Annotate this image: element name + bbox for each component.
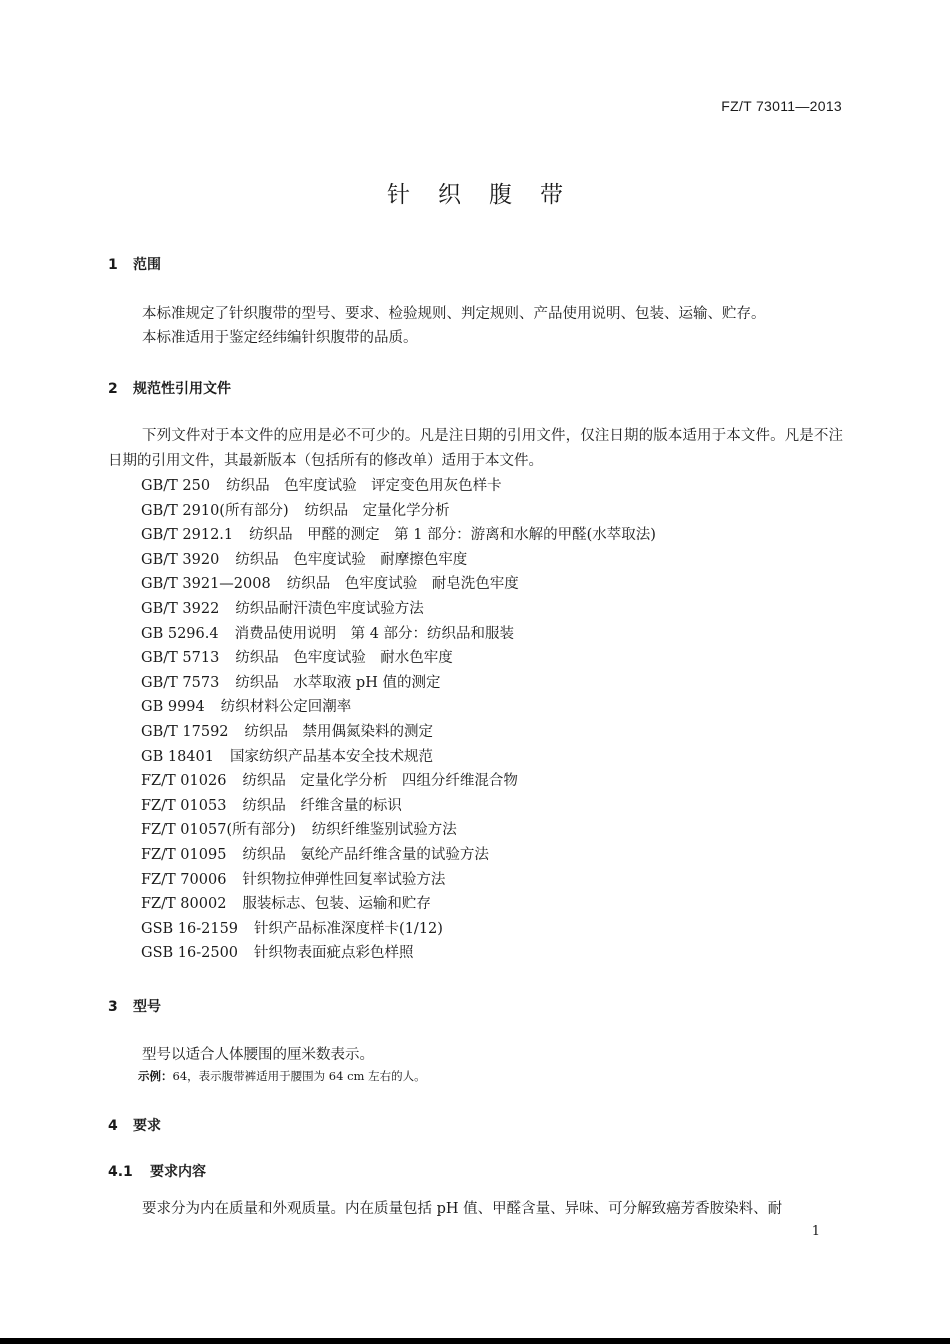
- reference-item: [141, 892, 656, 917]
- reference-title: 针织物表面疵点彩色样照: [254, 945, 414, 962]
- reference-title: 纺织品 禁用偶氮染料的测定: [244, 723, 434, 740]
- reference-code: GB/T 3920: [141, 551, 220, 568]
- reference-code: GB 9994: [141, 699, 205, 716]
- reference-title: 纺织品耐汗渍色牢度试验方法: [235, 600, 424, 617]
- reference-code: GSB 16-2500: [141, 945, 239, 962]
- section-number: 2: [108, 381, 118, 397]
- reference-title: 纺织纤维鉴别试验方法: [311, 822, 457, 839]
- standard-number: FZ/T 73011—2013: [721, 98, 842, 114]
- reference-title: 纺织品 色牢度试验 耐水色牢度: [235, 650, 453, 667]
- section-number: 1: [108, 257, 118, 273]
- reference-title: 纺织品 纤维含量的标识: [242, 797, 402, 814]
- section-number: 4.1: [108, 1164, 133, 1180]
- reference-item: [141, 597, 656, 622]
- reference-code: FZ/T 01095: [141, 846, 227, 863]
- reference-item: [141, 671, 656, 696]
- section-number: 4: [108, 1118, 118, 1134]
- section-title: 要求内容: [150, 1164, 206, 1180]
- reference-item: [141, 818, 656, 843]
- reference-title: 纺织品 水萃取液 pH 值的测定: [235, 674, 441, 691]
- reference-code: GB/T 250: [141, 478, 211, 494]
- reference-code: GB/T 5713: [141, 650, 220, 667]
- section-4-1-heading: [108, 1161, 206, 1181]
- reference-code: GB/T 2912.1: [141, 527, 234, 544]
- section-3-heading: [108, 996, 161, 1016]
- reference-title: 纺织品 色牢度试验 耐摩擦色牢度: [235, 551, 468, 568]
- reference-item: [141, 695, 656, 720]
- reference-code: GSB 16-2159: [141, 920, 239, 937]
- model-example: [138, 1068, 426, 1084]
- section-title: 型号: [133, 999, 161, 1015]
- reference-code: GB/T 7573: [141, 674, 220, 691]
- reference-title: 服装标志、包装、运输和贮存: [242, 896, 431, 913]
- reference-item: [141, 941, 656, 966]
- reference-code: FZ/T 01026: [141, 773, 227, 790]
- reference-title: 针织产品标准深度样卡(1/12): [254, 920, 443, 937]
- reference-code: GB 5296.4: [141, 625, 219, 642]
- references-intro-paragraph: 下列文件对于本文件的应用是必不可少的。凡是注日期的引用文件，仅注日期的版本适用于本文件。凡是不注日期的引用文件，其最新版本（包括所有的修改单）适用于本文件。: [108, 428, 843, 469]
- reference-title: 针织物拉伸弹性回复率试验方法: [242, 871, 446, 888]
- reference-code: GB/T 3921—2008: [141, 576, 271, 593]
- reference-code: FZ/T 01053: [141, 797, 227, 814]
- document-title: 针织腹带: [387, 182, 591, 208]
- reference-item: [141, 769, 656, 794]
- reference-item: [141, 868, 656, 893]
- reference-title: 消费品使用说明 第 4 部分：纺织品和服装: [234, 625, 515, 642]
- section-number: 3: [108, 999, 118, 1015]
- reference-item: [141, 572, 656, 597]
- reference-item: [141, 622, 656, 647]
- reference-item: [141, 523, 656, 548]
- reference-title: 纺织品 氨纶产品纤维含量的试验方法: [242, 846, 489, 863]
- reference-item: [141, 745, 656, 770]
- reference-title: 纺织品 定量化学分析: [304, 502, 450, 519]
- scope-paragraph-2: 本标准适用于鉴定经纬编针织腹带的品质。: [142, 330, 418, 346]
- reference-code: GB/T 2910(所有部分): [141, 502, 289, 519]
- reference-title: 纺织品 甲醛的测定 第 1 部分：游离和水解的甲醛(水萃取法): [249, 527, 656, 544]
- page-number: 1: [811, 1224, 820, 1239]
- reference-code: GB 18401: [141, 748, 214, 765]
- section-2-heading: [108, 378, 231, 398]
- reference-title: 纺织品 色牢度试验 评定变色用灰色样卡: [226, 478, 502, 494]
- section-title: 要求: [133, 1118, 161, 1134]
- section-title: 规范性引用文件: [133, 381, 231, 397]
- reference-item: [141, 794, 656, 819]
- section-4-heading: [108, 1115, 161, 1135]
- reference-item: [141, 499, 656, 524]
- reference-item: [141, 474, 656, 499]
- reference-code: FZ/T 70006: [141, 871, 227, 888]
- reference-code: FZ/T 01057(所有部分): [141, 822, 296, 839]
- scope-paragraph-1: 本标准规定了针织腹带的型号、要求、检验规则、判定规则、产品使用说明、包装、运输、贮存。: [142, 306, 766, 322]
- reference-title: 国家纺织产品基本安全技术规范: [229, 748, 433, 765]
- reference-title: 纺织材料公定回潮率: [220, 699, 352, 716]
- reference-item: [141, 548, 656, 573]
- model-paragraph: 型号以适合人体腰围的厘米数表示。: [142, 1047, 374, 1063]
- requirements-paragraph: 要求分为内在质量和外观质量。内在质量包括 pH 值、甲醛含量、异味、可分解致癌芳香胺染料、耐: [142, 1201, 783, 1217]
- reference-code: GB/T 17592: [141, 723, 229, 740]
- reference-item: [141, 843, 656, 868]
- references-list: [141, 474, 656, 966]
- reference-title: 纺织品 色牢度试验 耐皂洗色牢度: [286, 576, 519, 593]
- example-text: 64，表示腹带裤适用于腰围为 64 cm 左右的人。: [172, 1069, 426, 1083]
- reference-item: [141, 720, 656, 745]
- reference-item: [141, 917, 656, 942]
- reference-code: FZ/T 80002: [141, 896, 227, 913]
- bottom-edge-bar: [0, 1338, 950, 1344]
- reference-code: GB/T 3922: [141, 600, 220, 617]
- section-title: 范围: [133, 257, 161, 273]
- reference-title: 纺织品 定量化学分析 四组分纤维混合物: [242, 773, 518, 790]
- reference-item: [141, 646, 656, 671]
- section-1-heading: [108, 254, 161, 274]
- example-label: 示例：: [138, 1069, 173, 1083]
